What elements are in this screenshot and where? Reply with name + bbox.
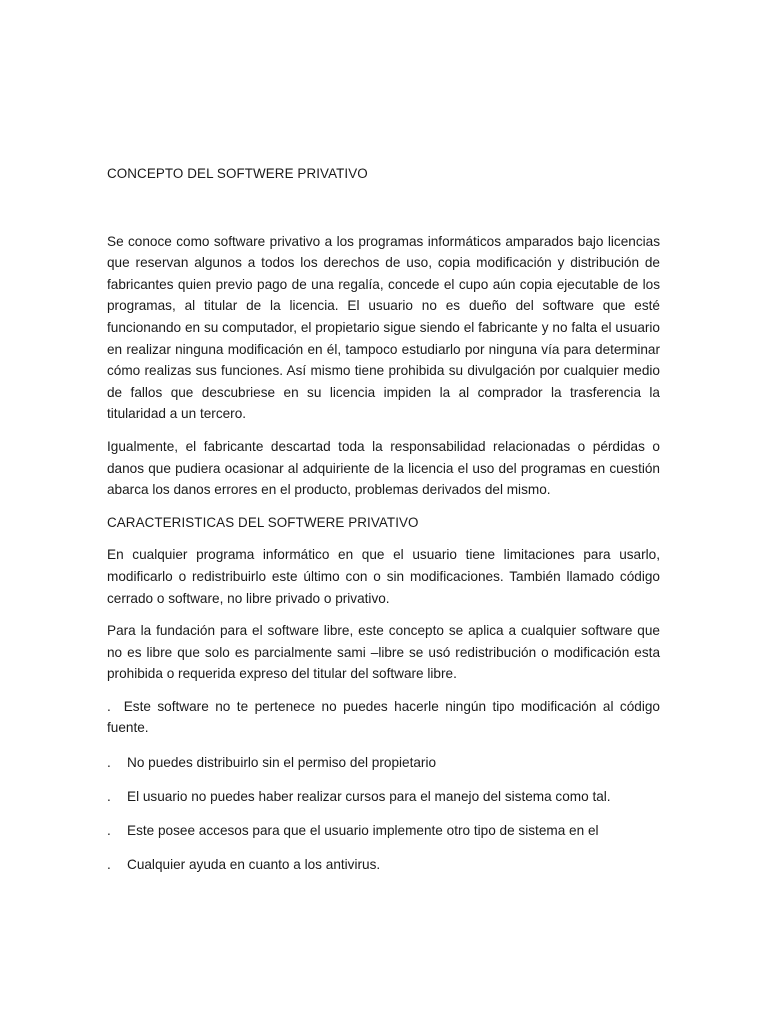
- list-item: [107, 854, 660, 876]
- bullet-text: Este software no te pertenece no puedes hacerle ningún tipo modificación al código fuente.: [107, 698, 660, 736]
- paragraph-fundacion: Para la fundación para el software libre, este concepto se aplica a cualquier software que no es libre que solo es parcialmente sami –libre se usó redistribución o modificación esta prohibida o requerida expreso del titular del software libre.: [107, 623, 660, 682]
- bullet-marker: .: [107, 788, 111, 804]
- bullet-text: Este posee accesos para que el usuario implemente otro tipo de sistema en el: [127, 823, 599, 839]
- section-heading-concepto: CONCEPTO DEL SOFTWERE PRIVATIVO: [107, 166, 368, 181]
- paragraph-limitaciones: En cualquier programa informático en que el usuario tiene limitaciones para usarlo, modificarlo o redistribuirlo este último con o sin modificaciones. También llamado código cerrado o software, no libre privado o privativo.: [107, 547, 660, 606]
- bullet-text: Cualquier ayuda en cuanto a los antivirus.: [127, 857, 381, 873]
- bullet-marker: .: [107, 857, 111, 873]
- list-item: [107, 786, 660, 808]
- paragraph-definition: Se conoce como software privativo a los programas informáticos amparados bajo licencias que reservan algunos a todos los derechos de uso, copia modificación y distribución de fabricantes quien previo pago de una regalía, concede el cupo aún copia ejecutable de los programas, al titular de la licencia. El usuario no es dueño del software que esté funcionando en su computador, el propietario sigue siendo el fabricante y no falta el usuario en realizar ninguna modificación en él, tampoco estudiarlo por ninguna vía para determinar cómo realizas sus funciones. Así mismo tiene prohibida su divulgación por cualquier medio de fallos que descubriese en su licencia impiden la al comprador la trasferencia la titularidad a un tercero.: [107, 233, 660, 422]
- bullet-marker: .: [107, 823, 111, 839]
- bullet-text: No puedes distribuirlo sin el permiso del propietario: [127, 754, 437, 770]
- paragraph-responsabilidad: Igualmente, el fabricante descartad toda la responsabilidad relacionadas o pérdidas o danos que pudiera ocasionar al adquiriente de la licencia el uso del programas en cuestión abarca los danos errores en el producto, problemas derivados del mismo.: [107, 438, 660, 498]
- document-page: [107, 163, 660, 888]
- section-heading-caracteristicas: CARACTERISTICAS DEL SOFTWERE PRIVATIVO: [107, 514, 419, 530]
- list-item: [107, 820, 660, 842]
- bullet-marker: .: [107, 698, 111, 714]
- list-item: [107, 752, 660, 774]
- list-item: [107, 696, 660, 739]
- bullet-marker: .: [107, 754, 111, 770]
- bullet-text: El usuario no puedes haber realizar cursos para el manejo del sistema como tal.: [127, 788, 611, 804]
